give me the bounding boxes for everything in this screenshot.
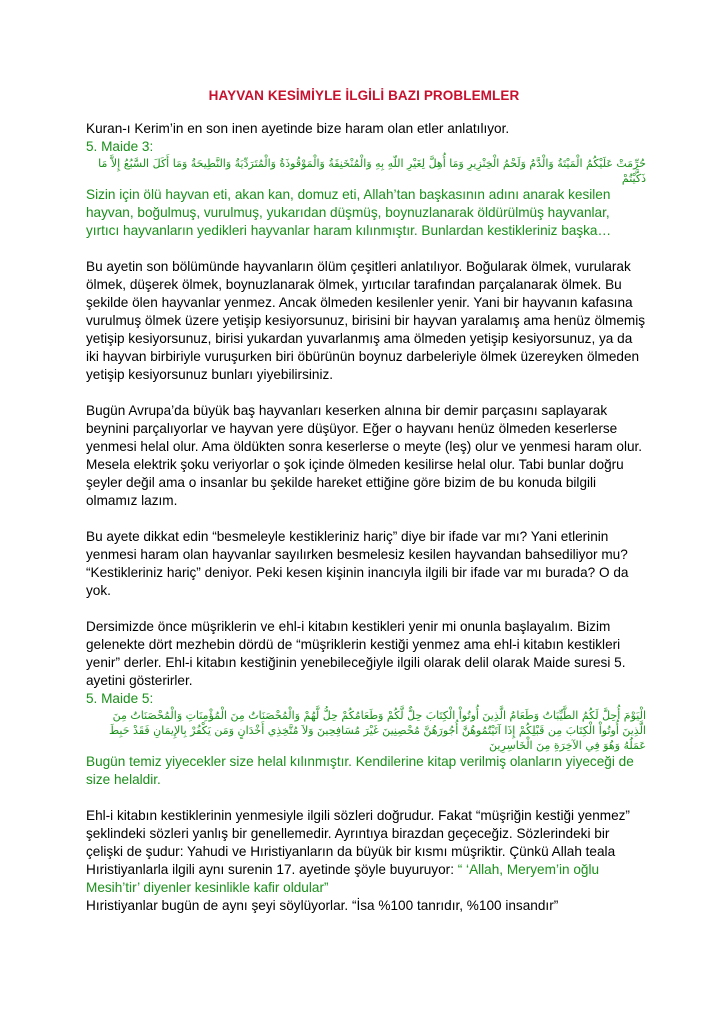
verse-reference: 5. Maide 5: bbox=[86, 691, 154, 706]
paragraph-text: Ehl-i kitabın kestiklerinin yenmesiyle ilgili sözleri doğrudur. Fakat “müşriğin kestiği yenmez” şeklindeki sözleri yanlış bir genellemedir. Ayrıntıya birazdan geçeceğiz. Sözlerindeki bir çelişki de şudur: Yahudi ve Hıristiyanların da büyük bir kısmı müşriktir. Çünkü Allah teala Hıristiyanlarla ilgili aynı surenin 17. ayetinde şöyle buyuruyor: bbox=[86, 808, 630, 877]
body-paragraph: Dersimizde önce müşriklerin ve ehl-i kitabın kestikleri yenir mi onunla başlayalım. Bizim gelenekte dört mezhebin dördü de “müşriklerin kestiği yenmez ama ehl-i kitabın kestikleri yenir” derler. Ehl-i kitabın kestiğinin yenebileceğiyle ilgili olarak delil olarak Maide suresi 5. ayetini gösterirler. bbox=[86, 619, 626, 688]
verse-translation: Bugün temiz yiyecekler size helal kılınmıştır. Kendilerine kitap verilmiş olanların yiyeceği de size helaldir. bbox=[86, 754, 634, 787]
body-paragraph bbox=[86, 807, 646, 915]
arabic-verse: الْيَوْمَ أُحِلَّ لَكُمُ الطَّيِّبَاتُ وَطَعَامُ الَّذِينَ أُوتُواْ الْكِتَابَ حِلٌّ لَّكُمْ وَطَعَامُكُمْ حِلُّ لَّهُمْ وَالْمُحْصَنَاتُ مِنَ الْمُؤْمِنَاتِ وَالْمُحْصَنَاتُ مِنَ الَّذِينَ أُوتُواْ الْكِتَابَ مِن قَبْلِكُمْ إِذَا آتَيْتُمُوهُنَّ أُجُورَهُنَّ مُحْصِنِينَ غَيْرَ مُسَافِحِينَ وَلاَ مُتَّخِذِي أَخْدَانٍ وَمَن يَكْفُرْ بِالإِيمَانِ فَقَدْ حَبِطَ عَمَلُهُ وَهُوَ فِي الآخِرَةِ مِنَ الْخَاسِرِينَ bbox=[108, 709, 646, 752]
paragraph-gap bbox=[86, 600, 646, 618]
paragraph-gap bbox=[86, 384, 646, 402]
arabic-verse: حُرِّمَتْ عَلَيْكُمُ الْمَيْتَةُ وَالْدَّمُ وَلَحْمُ الْخِنْزِيرِ وَمَا أُهِلَّ لِغَيْرِ اللّهِ بِهِ وَالْمُنْخَنِقَةُ وَالْمَوْقُوذَةُ وَالْمُتَرَدِّيَةُ وَالنَّطِيحَةُ وَمَا أَكَلَ السَّبُعُ إِلاَّ مَا ذَكَّيْتُمْ bbox=[98, 157, 646, 185]
intro-paragraph: Kuran-ı Kerim’in en son inen ayetinde bize haram olan etler anlatılıyor. bbox=[86, 121, 510, 136]
paragraph-gap bbox=[86, 240, 646, 258]
verse-reference: 5. Maide 3: bbox=[86, 139, 154, 154]
paragraph-text: Hıristiyanlar bugün de aynı şeyi söylüyorlar. “İsa %100 tanrıdır, %100 insandır” bbox=[86, 898, 559, 913]
quoted-verse: “ ‘Allah, Meryem’in oğlu Mesih’tir’ diyenler kesinlikle kafir oldular” bbox=[86, 862, 600, 895]
paragraph-gap bbox=[86, 510, 646, 528]
body-paragraph: Bu ayetin son bölümünde hayvanların ölüm çeşitleri anlatılıyor. Boğularak ölmek, vurularak ölmek, düşerek ölmek, boynuzlanarak ölmek, yırtıcılar tarafından parçalanarak ölmek. Bu şekilde ölen hayvanlar yenmez. Ancak ölmeden kesilenler yenir. Yani bir hayvanın kafasına vurulmuş ölmek üzere yetişip kesiyorsunuz, birisini bir hayvan yaralamış ama henüz ölmemiş yetişip kesiyorsunuz, birisi yukardan yuvarlanmış ama ölmeden yetişip kesiyorsunuz, ya da iki hayvan birbiriyle vuruşurken biri öbürünün boynuz darbeleriyle ölmek üzereyken ölmeden yetişip kesiyorsunuz bunları yiyebilirsiniz. bbox=[86, 259, 646, 382]
paragraph-gap bbox=[86, 789, 646, 807]
document-body bbox=[86, 120, 646, 915]
page-title: HAYVAN KESİMİYLE İLGİLİ BAZI PROBLEMLER bbox=[208, 88, 520, 103]
body-paragraph: Bugün Avrupa’da büyük baş hayvanları keserken alnına bir demir parçasını saplayarak beynini parçalıyorlar ve hayvan yere düşüyor. Eğer o hayvanı henüz ölmeden keserlerse yenmesi helal olur. Ama öldükten sonra keserlerse o meyte (leş) olur ve yenmesi haram olur. Mesela elektrik şoku veriyorlar o şok içinde ölmeden kesilirse helal olur. Tabi bunlar doğru şeyler değil ama o insanlar bu şekilde hareket ettiğine göre bizim de bu konuda bilgili olmamız lazım. bbox=[86, 403, 643, 508]
verse-translation: Sizin için ölü hayvan eti, akan kan, domuz eti, Allah’tan başkasının adını anarak kesilen hayvan, boğulmuş, vurulmuş, yukarıdan düşmüş, boynuzlanarak öldürülmüş hayvanlar, yırtıcı hayvanların yedikleri hayvanlar haram kılınmıştır. Bunlardan kestikleriniz başka… bbox=[86, 187, 612, 238]
body-paragraph: Bu ayete dikkat edin “besmeleyle kestikleriniz hariç” diye bir ifade var mı? Yani etlerinin yenmesi haram olan hayvanlar sayılırken besmelesiz kesilen hayvandan bahsediliyor mu? “Kestikleriniz hariç” deniyor. Peki kesen kişinin inancıyla ilgili bir ifade var mı burada? O da yok. bbox=[86, 529, 629, 598]
